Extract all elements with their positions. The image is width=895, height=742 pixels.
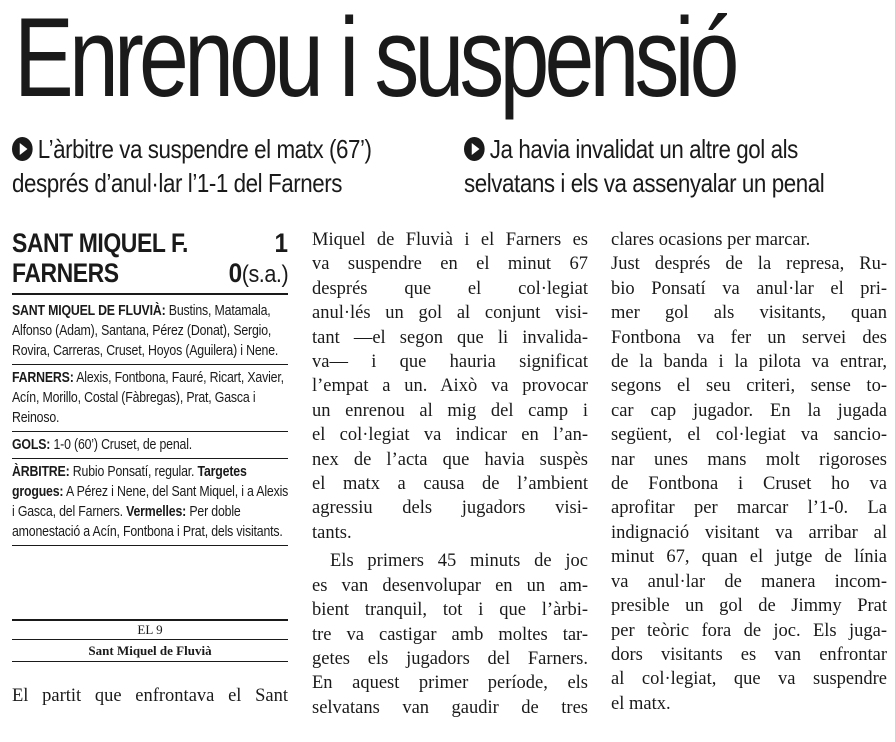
credit-location: Sant Miquel de Fluvià: [12, 640, 288, 662]
article-line: dors visitants es van enfrontar: [611, 644, 887, 665]
photo-credit: [12, 619, 288, 662]
article-line: tre va castigar amb moltes tar-: [312, 624, 588, 645]
article-line: va suspendre en el minut 67: [312, 254, 588, 275]
home-team: SANT MIQUEL F.: [12, 228, 188, 258]
away-lineup: [12, 365, 288, 432]
article-line: selvatans van gaudir de tres: [312, 697, 588, 718]
away-score-row: [12, 258, 288, 290]
referee-label: ÀRBITRE:: [12, 464, 70, 480]
article-line: clares ocasions per marcar.: [611, 230, 811, 250]
article-column-3: [611, 228, 887, 716]
article-line: mer gol als visitants, quan: [611, 303, 887, 324]
article-line: l’empat a un. Això va provocar: [312, 376, 588, 397]
arrow-icon: [12, 137, 33, 161]
article-line: anul·lés un gol al conjunt visi-: [312, 303, 588, 324]
headline: Enrenou i suspensió: [14, 0, 735, 120]
article-line: agressiu dels jugadors visi-: [312, 498, 588, 519]
match-sheet: [12, 228, 288, 546]
article-line: El partit que enfrontava el Sant: [12, 686, 288, 706]
arrow-icon: [464, 137, 485, 161]
article-line: Miquel de Fluvià i el Farners es: [312, 230, 588, 250]
article-line: aprofitar per marcar l’1-0. La: [611, 498, 887, 519]
scoreboard: [12, 228, 288, 295]
deck-right-line-1: Ja havia invalidat un altre gol als: [489, 134, 798, 164]
article-line: indignació visitant va arribar al: [611, 522, 887, 543]
goals-text: 1-0 (60’) Cruset, de penal.: [53, 437, 193, 453]
goals-label: GOLS:: [12, 437, 51, 453]
article-line: següent, el col·legiat va sancio-: [611, 425, 887, 446]
article-line: de la banda i la pilota va entrar,: [611, 352, 887, 373]
away-team: FARNERS: [12, 258, 119, 288]
home-goals: 1: [274, 228, 288, 258]
deck-right-line-2: selvatans i els va assenyalar un penal: [464, 168, 825, 198]
article-line: nex de l’acta que havia suspès: [312, 449, 588, 470]
article-line: el matx a causa de l’ambient: [312, 474, 588, 495]
article-line: un enrenou al mig del camp i: [312, 400, 588, 421]
article-line: va anul·lar de manera incom-: [611, 571, 887, 592]
referee-info: [12, 459, 288, 546]
article-line: En aquest primer període, els: [312, 673, 588, 694]
article-line: el col·legiat va indicar en l’an-: [312, 425, 588, 446]
article-line: segons el seu criteri, sense to-: [611, 376, 887, 397]
article-line: per teòric fora de joc. Els juga-: [611, 620, 887, 641]
article-line: minut 67, quan el jutge de línia: [611, 547, 887, 568]
article-line: Fontbona va fer un servei des: [611, 327, 887, 348]
yellow-cards-text: A Pérez i Nene, del Sant Miquel, i a Alexis i Gasca, del Farners.: [12, 484, 289, 520]
goals-info: [12, 432, 288, 459]
home-lineup-players: Bustins, Matamala, Alfonso (Adam), Santana, Pérez (Donat), Sergio, Rovira, Carreras, Cruset, Hoyos (Aguilera) i Nene.: [12, 303, 279, 359]
article-line: car cap jugador. En la jugada: [611, 400, 887, 421]
referee-text: Rubio Ponsatí, regular.: [72, 464, 195, 480]
article-line: presible un gol de Jimmy Prat: [611, 596, 887, 617]
article-line: es van desenvolupar en un am-: [312, 575, 588, 596]
away-goals: 0: [228, 258, 242, 288]
article-line: getes els jugadors del Farners.: [312, 648, 588, 669]
home-lineup-label: SANT MIQUEL DE FLUVIÀ:: [12, 303, 166, 319]
away-lineup-players: Alexis, Fontbona, Fauré, Ricart, Xavier, Acín, Morillo, Costal (Fàbregas), Prat, Gasca i Reinoso.: [12, 370, 284, 426]
article-line: tants.: [312, 522, 352, 543]
deck-left-line-2: després d’anul·lar l’1-1 del Farners: [12, 168, 343, 198]
credit-source: EL 9: [12, 619, 288, 640]
article-line: nar unes mans molt rigoroses: [611, 449, 887, 470]
article-line: de Fontbona i Cruset ho va: [611, 474, 887, 495]
article-line: bient tranquil, tot i que l’àrbi-: [312, 600, 588, 621]
article-line: el matx.: [611, 693, 671, 714]
article-line: bio Ponsatí va anul·lar el pri-: [611, 278, 887, 299]
home-score-row: [12, 228, 288, 258]
article-line: Els primers 45 minuts de joc: [330, 551, 588, 572]
home-lineup: [12, 298, 288, 365]
article-line: després que el col·legiat: [312, 278, 588, 299]
deck-right: [464, 132, 894, 200]
article-line: va— i que hauria significat: [312, 352, 588, 373]
red-cards-text: Per doble amonestació a Acín, Fontbona i Prat, dels visitants.: [12, 504, 283, 540]
article-line: tant —el segon que li invalida-: [312, 327, 588, 348]
article-line: al col·legiat, que va suspendre: [611, 669, 887, 690]
deck-left-line-1: L’àrbitre va suspendre el matx (67’): [37, 134, 372, 164]
article-column-1: [12, 684, 288, 708]
away-note: (s.a.): [241, 261, 288, 288]
deck-left: [12, 132, 452, 200]
yellow-cards-label: Targetes grogues:: [12, 464, 247, 500]
red-cards-label: Vermelles:: [126, 504, 187, 520]
article-line: Just després de la represa, Ru-: [611, 254, 887, 275]
article-column-2: [312, 228, 588, 720]
away-lineup-label: FARNERS:: [12, 370, 74, 386]
